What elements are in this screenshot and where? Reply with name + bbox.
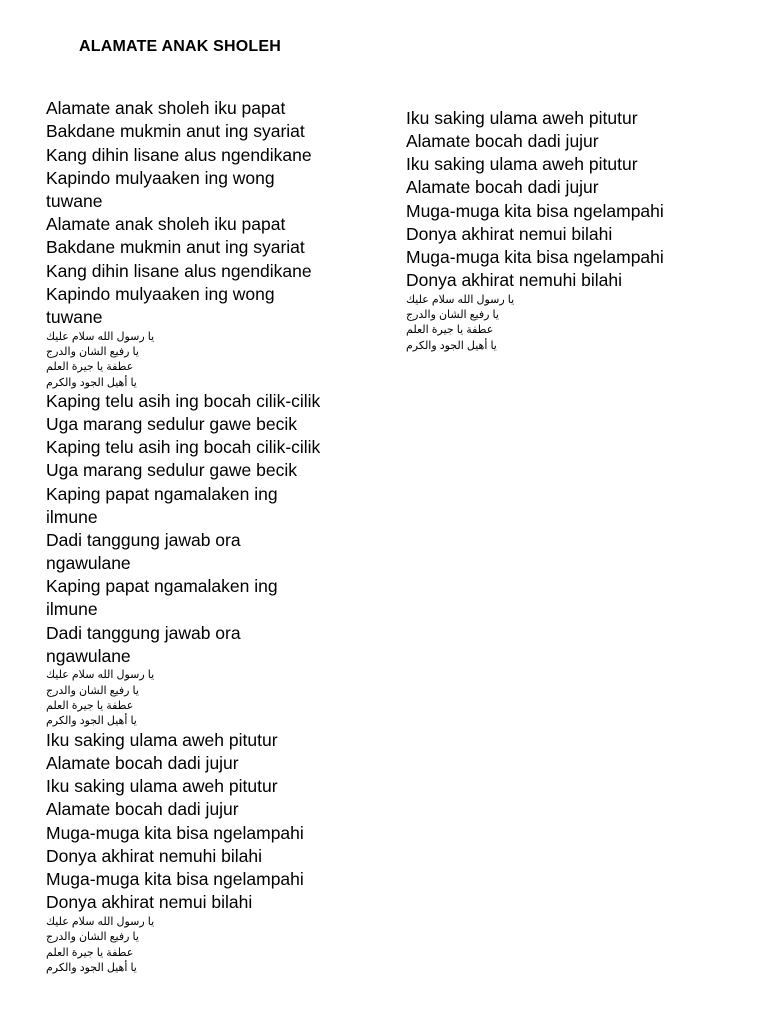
lyric-line: ngawulane <box>46 553 131 573</box>
lyric-line: Uga marang sedulur gawe becik <box>46 414 297 434</box>
lyric-line: Kang dihin lisane alus ngendikane <box>46 145 312 165</box>
arabic-line: يا رفيع الشان والدرج <box>406 309 499 321</box>
lyric-line: Alamate bocah dadi jujur <box>406 131 599 151</box>
lyric-line: Iku saking ulama aweh pitutur <box>406 108 638 128</box>
lyric-line: Uga marang sedulur gawe becik <box>46 460 297 480</box>
lyric-line: Bakdane mukmin anut ing syariat <box>46 237 305 257</box>
lyric-line: ngawulane <box>46 646 131 666</box>
lyric-line: Donya akhirat nemui bilahi <box>46 892 253 912</box>
arabic-line: يا رفيع الشان والدرج <box>46 685 139 697</box>
lyric-line: Donya akhirat nemuhi bilahi <box>406 270 622 290</box>
arabic-line: يا رسول الله سلام عليك <box>46 331 155 343</box>
lyric-line: Kaping telu asih ing bocah cilik-cilik <box>46 391 321 411</box>
lyric-line: Dadi tanggung jawab ora <box>46 623 241 643</box>
lyric-line: ilmune <box>46 507 98 527</box>
arabic-line: عطفة يا جيرة العلم <box>46 947 134 959</box>
lyric-line: Kang dihin lisane alus ngendikane <box>46 261 312 281</box>
lyric-line: Alamate anak sholeh iku papat <box>46 98 286 118</box>
lyric-line: Iku saking ulama aweh pitutur <box>46 730 278 750</box>
lyric-line: Kaping telu asih ing bocah cilik-cilik <box>46 437 321 457</box>
arabic-line: عطفة يا جيرة العلم <box>46 700 134 712</box>
lyric-line: Alamate bocah dadi jujur <box>406 177 599 197</box>
lyric-line: Alamate bocah dadi jujur <box>46 799 239 819</box>
lyric-line: Muga-muga kita bisa ngelampahi <box>406 201 664 221</box>
lyric-line: Dadi tanggung jawab ora <box>46 530 241 550</box>
document-title: ALAMATE ANAK SHOLEH <box>79 38 282 55</box>
arabic-line: يا أهيل الجود والكرم <box>46 962 137 974</box>
lyric-line: Alamate bocah dadi jujur <box>46 753 239 773</box>
lyric-line: Kaping papat ngamalaken ing <box>46 576 278 596</box>
lyric-line: ilmune <box>46 599 98 619</box>
lyric-line: Muga-muga kita bisa ngelampahi <box>406 247 664 267</box>
arabic-line: يا أهيل الجود والكرم <box>46 715 137 727</box>
lyric-line: Kapindo mulyaaken ing wong <box>46 284 275 304</box>
arabic-line: يا رفيع الشان والدرج <box>46 931 139 943</box>
lyric-line: Donya akhirat nemuhi bilahi <box>46 846 262 866</box>
arabic-line: يا رسول الله سلام عليك <box>46 916 155 928</box>
lyric-line: Iku saking ulama aweh pitutur <box>406 154 638 174</box>
lyric-line: tuwane <box>46 307 103 327</box>
lyric-line: Kaping papat ngamalaken ing <box>46 484 278 504</box>
lyric-line: Iku saking ulama aweh pitutur <box>46 776 278 796</box>
arabic-line: يا رسول الله سلام عليك <box>46 669 155 681</box>
lyric-line: Donya akhirat nemui bilahi <box>406 224 613 244</box>
arabic-line: يا أهيل الجود والكرم <box>406 340 497 352</box>
arabic-line: يا أهيل الجود والكرم <box>46 377 137 389</box>
lyric-line: Alamate anak sholeh iku papat <box>46 214 286 234</box>
lyric-line: Muga-muga kita bisa ngelampahi <box>46 869 304 889</box>
arabic-line: عطفة يا جيرة العلم <box>46 361 134 373</box>
lyric-line: Kapindo mulyaaken ing wong <box>46 168 275 188</box>
arabic-line: يا رفيع الشان والدرج <box>46 346 139 358</box>
arabic-line: يا رسول الله سلام عليك <box>406 294 515 306</box>
lyric-line: Muga-muga kita bisa ngelampahi <box>46 823 304 843</box>
lyric-line: tuwane <box>46 191 103 211</box>
arabic-line: عطفة يا جيرة العلم <box>406 324 494 336</box>
lyric-line: Bakdane mukmin anut ing syariat <box>46 121 305 141</box>
